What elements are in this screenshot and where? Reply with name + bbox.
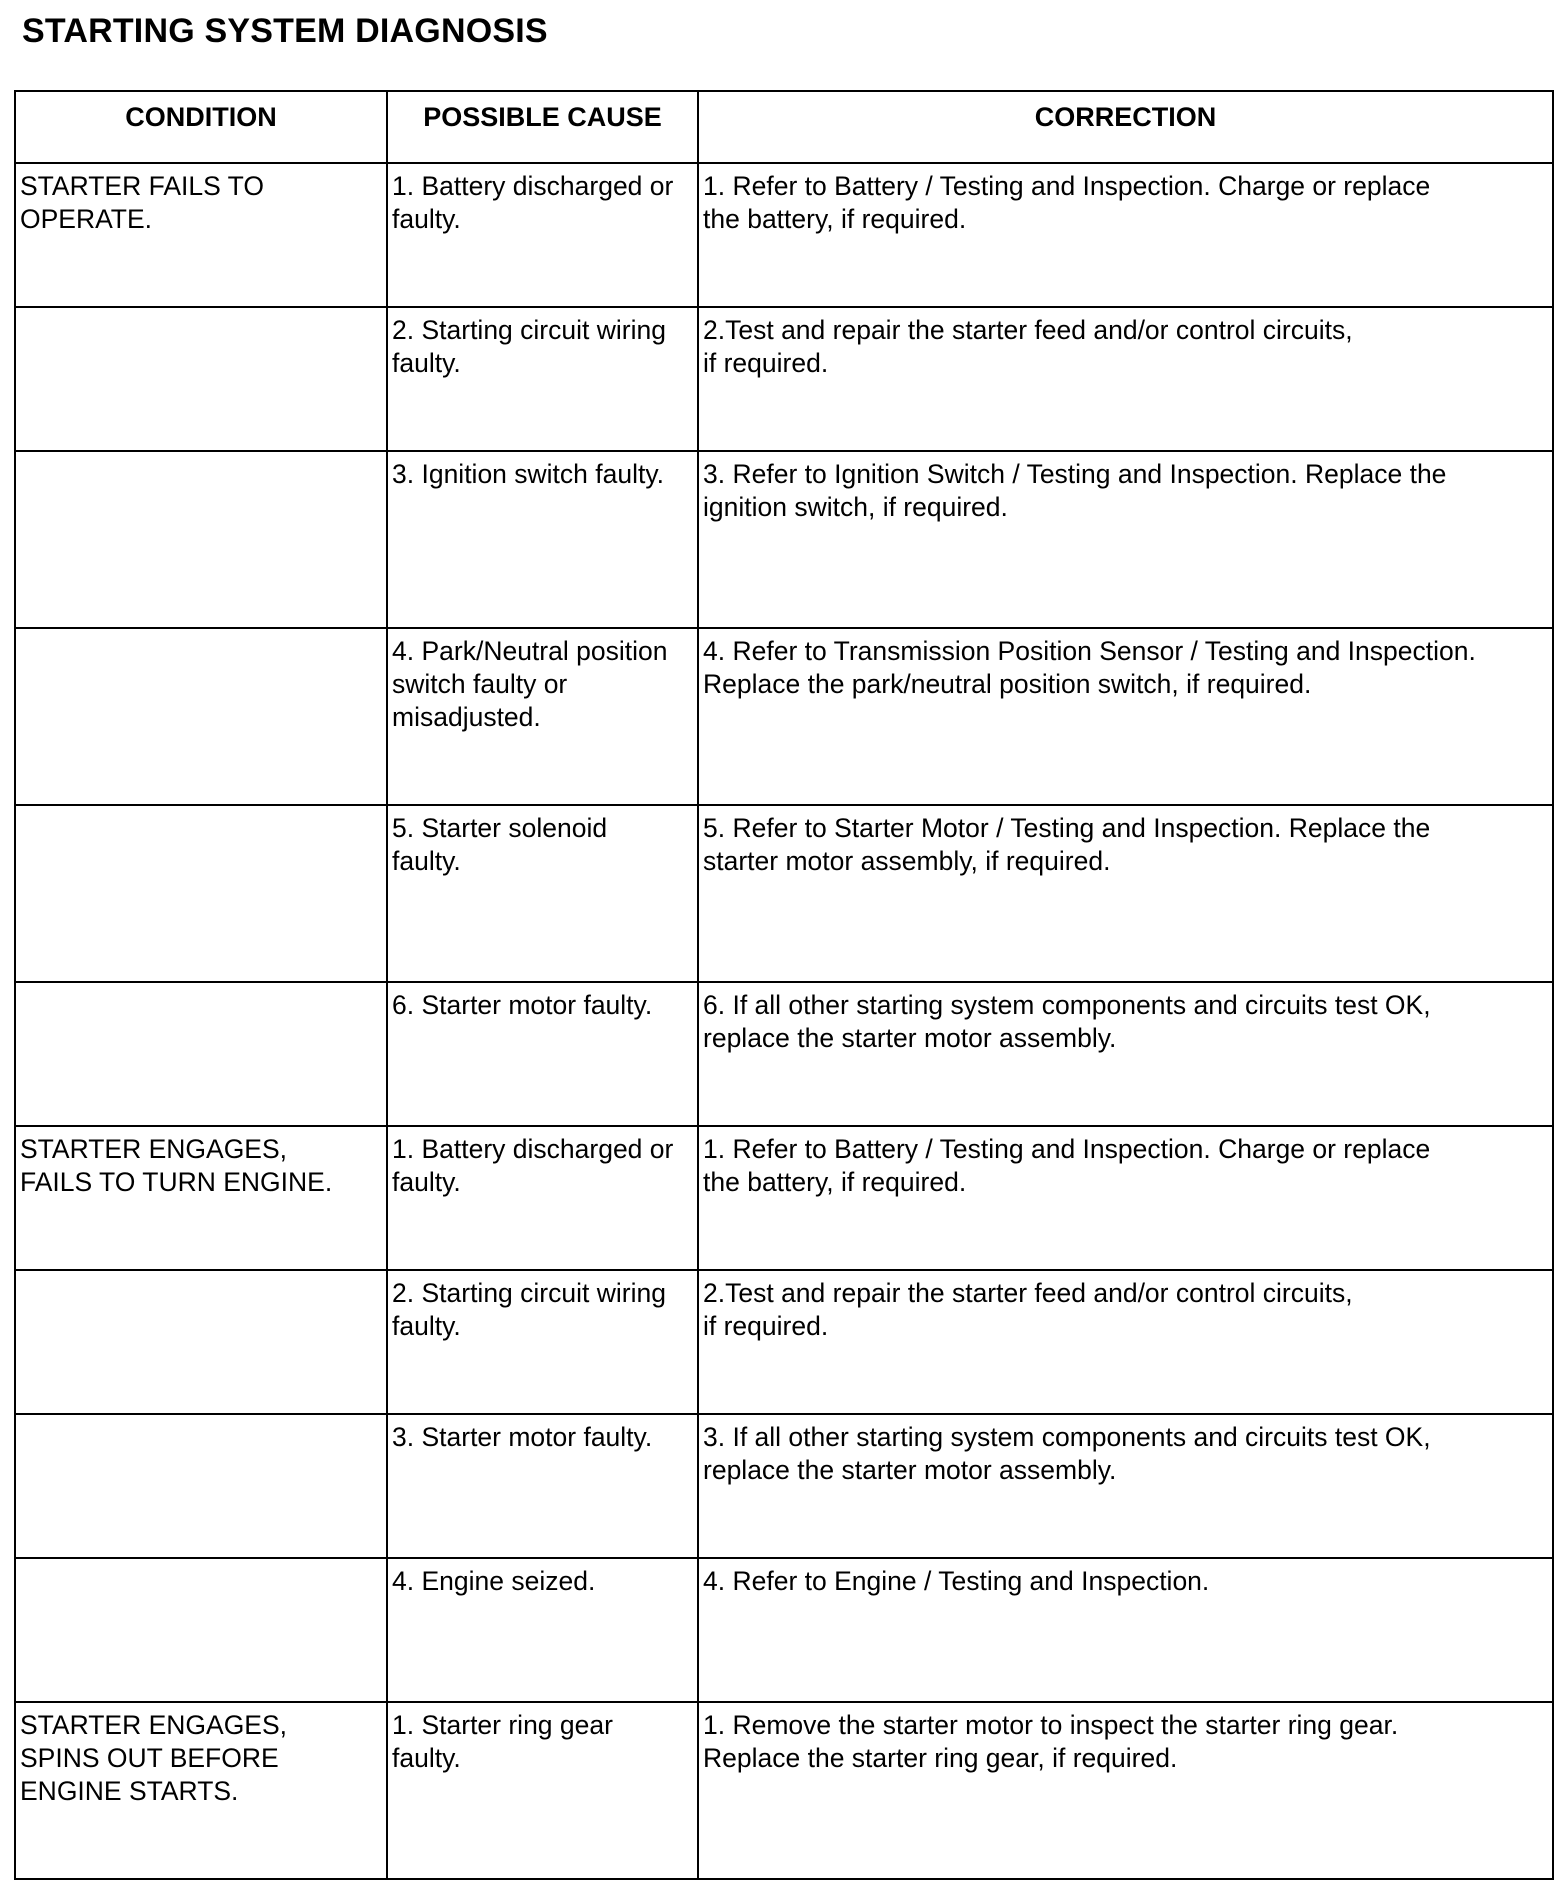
header-correction: CORRECTION xyxy=(698,91,1553,163)
correction-cell xyxy=(698,1414,1553,1558)
cause-text: 2. Starting circuit wiring faulty. xyxy=(392,315,666,378)
condition-text: STARTER FAILS TO OPERATE. xyxy=(20,171,264,234)
correction-cell xyxy=(698,628,1553,805)
condition-text xyxy=(16,1415,386,1421)
cause-cell xyxy=(387,982,698,1126)
correction-cell xyxy=(698,1558,1553,1702)
condition-cell xyxy=(15,1126,387,1270)
header-possible-cause: POSSIBLE CAUSE xyxy=(387,91,698,163)
correction-text: 6. If all other starting system components and circuits test OK, replace the starter motor assembly. xyxy=(703,990,1431,1053)
table-row xyxy=(15,1414,1553,1558)
correction-cell xyxy=(698,451,1553,628)
correction-text: 3. Refer to Ignition Switch / Testing and Inspection. Replace the ignition switch, if required. xyxy=(703,459,1447,522)
cause-text: 4. Engine seized. xyxy=(392,1566,596,1596)
table-row xyxy=(15,805,1553,982)
correction-cell xyxy=(698,805,1553,982)
correction-cell xyxy=(698,982,1553,1126)
cause-text: 1. Starter ring gear faulty. xyxy=(392,1710,613,1773)
cause-cell xyxy=(387,628,698,805)
cause-cell xyxy=(387,1126,698,1270)
condition-cell xyxy=(15,451,387,628)
correction-cell xyxy=(698,1702,1553,1879)
condition-cell xyxy=(15,628,387,805)
cause-cell xyxy=(387,1414,698,1558)
correction-cell xyxy=(698,163,1553,307)
diagnosis-table xyxy=(14,90,1554,1880)
correction-text: 3. If all other starting system components and circuits test OK, replace the starter motor assembly. xyxy=(703,1422,1431,1485)
table-row xyxy=(15,982,1553,1126)
condition-cell xyxy=(15,1558,387,1702)
condition-cell xyxy=(15,163,387,307)
correction-text: 4. Refer to Transmission Position Sensor / Testing and Inspection. Replace the park/neutral position switch, if required. xyxy=(703,636,1476,699)
cause-cell xyxy=(387,1702,698,1879)
cause-cell xyxy=(387,1558,698,1702)
condition-text: STARTER ENGAGES, FAILS TO TURN ENGINE. xyxy=(20,1134,333,1197)
condition-text xyxy=(16,983,386,989)
correction-text: 1. Refer to Battery / Testing and Inspection. Charge or replace the battery, if required. xyxy=(703,1134,1431,1197)
page-title: STARTING SYSTEM DIAGNOSIS xyxy=(22,12,548,50)
condition-text xyxy=(16,308,386,314)
correction-text: 2.Test and repair the starter feed and/or control circuits, if required. xyxy=(703,315,1353,378)
correction-cell xyxy=(698,1270,1553,1414)
cause-cell xyxy=(387,163,698,307)
table-row xyxy=(15,451,1553,628)
condition-cell xyxy=(15,1702,387,1879)
condition-text xyxy=(16,1559,386,1565)
condition-text xyxy=(16,629,386,635)
condition-text xyxy=(16,1271,386,1277)
cause-text: 4. Park/Neutral position switch faulty or misadjusted. xyxy=(392,636,668,732)
correction-text: 1. Refer to Battery / Testing and Inspection. Charge or replace the battery, if required. xyxy=(703,171,1431,234)
condition-cell xyxy=(15,1270,387,1414)
correction-text: 2.Test and repair the starter feed and/or control circuits, if required. xyxy=(703,1278,1353,1341)
table-row xyxy=(15,307,1553,451)
condition-text xyxy=(16,806,386,812)
condition-cell xyxy=(15,805,387,982)
header-condition: CONDITION xyxy=(15,91,387,163)
table-row xyxy=(15,163,1553,307)
correction-text: 1. Remove the starter motor to inspect the starter ring gear. Replace the starter ring gear, if required. xyxy=(703,1710,1399,1773)
condition-cell xyxy=(15,1414,387,1558)
correction-text: 4. Refer to Engine / Testing and Inspection. xyxy=(703,1566,1210,1596)
table-row xyxy=(15,1126,1553,1270)
cause-text: 3. Starter motor faulty. xyxy=(392,1422,653,1452)
condition-text: STARTER ENGAGES, SPINS OUT BEFORE ENGINE STARTS. xyxy=(20,1710,288,1806)
correction-cell xyxy=(698,307,1553,451)
condition-cell xyxy=(15,307,387,451)
cause-cell xyxy=(387,451,698,628)
table-row xyxy=(15,628,1553,805)
correction-text: 5. Refer to Starter Motor / Testing and Inspection. Replace the starter motor assembly, if required. xyxy=(703,813,1431,876)
table-header-row xyxy=(15,91,1553,163)
table-row xyxy=(15,1558,1553,1702)
cause-text: 6. Starter motor faulty. xyxy=(392,990,653,1020)
cause-cell xyxy=(387,805,698,982)
condition-cell xyxy=(15,982,387,1126)
correction-cell xyxy=(698,1126,1553,1270)
cause-cell xyxy=(387,1270,698,1414)
cause-cell xyxy=(387,307,698,451)
cause-text: 5. Starter solenoid faulty. xyxy=(392,813,608,876)
table-row xyxy=(15,1702,1553,1879)
cause-text: 3. Ignition switch faulty. xyxy=(392,459,665,489)
cause-text: 1. Battery discharged or faulty. xyxy=(392,1134,674,1197)
condition-text xyxy=(16,452,386,458)
cause-text: 2. Starting circuit wiring faulty. xyxy=(392,1278,666,1341)
table-row xyxy=(15,1270,1553,1414)
cause-text: 1. Battery discharged or faulty. xyxy=(392,171,674,234)
